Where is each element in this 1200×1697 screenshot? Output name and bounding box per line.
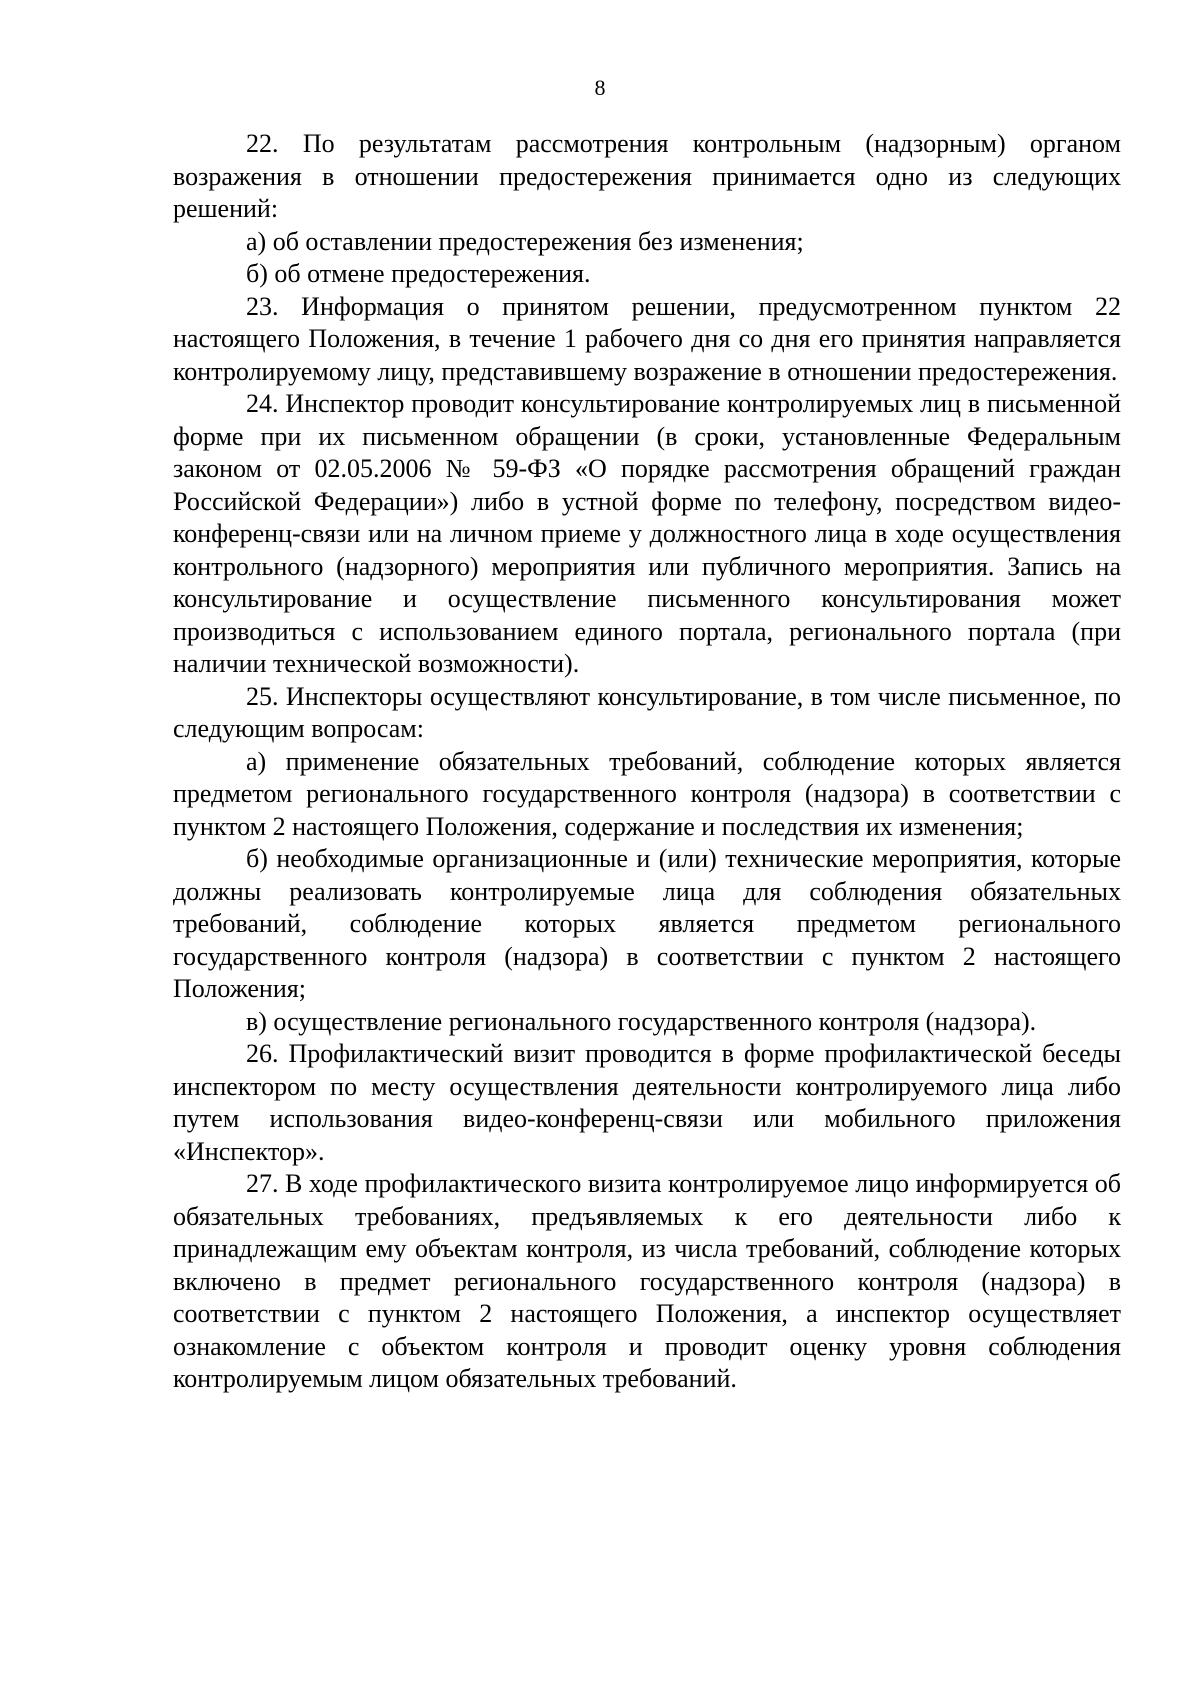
paragraph-22-item-b: б) об отмене предостережения. [246,259,591,288]
paragraph-22: 22. По результатам рассмотрения контрольным (надзорным) органом возражения в отношении предостережения принимается одно из следующих решений: [173,129,1121,223]
document-body [173,128,1121,1396]
paragraph-27: 27. В ходе профилактического визита контролируемое лицо информируется об обязательных требованиях, предъявляемых к его деятельности либо к принадлежащим ему объектам контроля, из числа требований, соблюдение которых включено в предмет регионального государственного контроля (надзора) в соответствии с пунктом 2 настоящего Положения, а инспектор осуществляет ознакомление с объектом контроля и проводит оценку уровня соблюдения контролируемым лицом обязательных требований. [173,1169,1121,1393]
paragraph-23: 23. Информация о принятом решении, предусмотренном пунктом 22 настоящего Положения, в течение 1 рабочего дня со дня его принятия направляется контролируемому лицу, представившему возражение в отношении предостережения. [173,291,1121,386]
paragraph-25-item-a: а) применение обязательных требований, соблюдение которых является предметом регионального государственного контроля (надзора) в соответствии с пунктом 2 настоящего Положения, содержание и последствия их изменения; [173,746,1121,841]
paragraph-25-item-c: в) осуществление регионального государственного контроля (надзора). [246,1006,1037,1036]
paragraph-25-item-b: б) необходимые организационные и (или) технические мероприятия, которые должны реализовать контролируемые лица для соблюдения обязательных требований, соблюдение которых является предметом регионального государственного контроля (надзора) в соответствии с пунктом 2 настоящего Положения; [173,844,1121,1003]
paragraph-25: 25. Инспекторы осуществляют консультирование, в том числе письменное, по следующим вопросам: [173,681,1121,743]
paragraph-22-item-a: а) об оставлении предостережения без изменения; [246,226,804,256]
paragraph-24: 24. Инспектор проводит консультирование контролируемых лиц в письменной форме при их письменном обращении (в сроки, установленные Федеральным законом от 02.05.2006 № 59-ФЗ «О порядке рассмотрения обращений граждан Российской Федерации») либо в устной форме по телефону, посредством видео-конференц-связи или на личном приеме у должностного лица в ходе осуществления контрольного (надзорного) мероприятия или публичного мероприятия. Запись на консультирование и осуществление письменного консультирования может производиться с использованием единого портала, регионального портала (при наличии технической возможности). [173,389,1121,678]
paragraph-26: 26. Профилактический визит проводится в форме профилактической беседы инспектором по месту осуществления деятельности контролируемого лица либо путем использования видео-конференц-связи или мобильного приложения «Инспектор». [173,1039,1121,1166]
page-number: 8 [594,75,606,100]
